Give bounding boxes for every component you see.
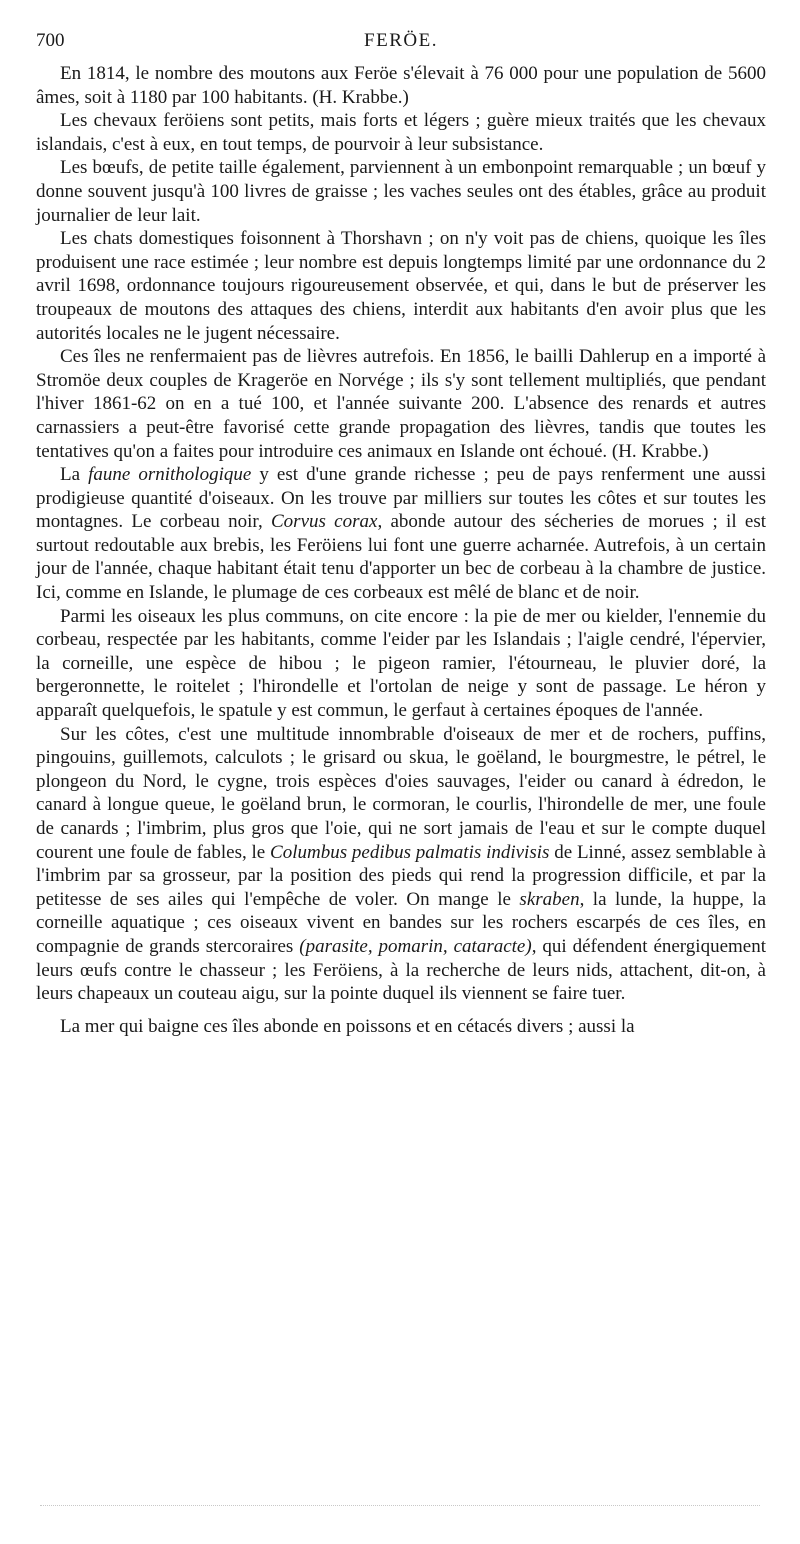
italic-text: Columbus pedibus palmatis indivisis: [270, 841, 550, 863]
text-run: , la lunde, la huppe, la corneille aquatique ; ces oiseaux vivent en bandes sur les rochers escarpés de ces îles, en compagnie de grands stercoraires: [36, 888, 767, 957]
text-run: , qui défendent énergiquement leurs œufs contre le chasseur ; les Feröiens, à la recherche de leurs nids, attachent, dit-on, à leurs chapeaux un couteau aigu, sur la pointe duquel ils viennent se faire tuer.: [36, 935, 766, 1005]
text-run: Les chats domestiques foisonnent à Thorshavn ; on n'y voit pas de chiens, quoique les îles produisent une race estimée ; leur nombre est depuis longtemps limité par une ordonnance du 2 avril 1698, ordonnance toujours rigoureusement observée, et qui, dans le but de préserver les troupeaux de moutons des attaques des chiens, interdit aux habitants d'en avoir plus que les autorités locales ne le jugent nécessaire.: [36, 228, 766, 344]
paragraph: [36, 227, 766, 345]
italic-text: skraben: [519, 888, 580, 910]
running-title: FERÖE.: [364, 30, 438, 51]
paragraph: [36, 723, 766, 1006]
paragraph: [36, 345, 766, 463]
text-run: Parmi les oiseaux les plus communs, on cite encore : la pie de mer ou kielder, l'ennemie du corbeau, respectée par les habitants, comme l'eider par les Islandais ; l'aigle cendré, l'épervier, la corneille, une espèce de hibou ; le pigeon ramier, l'étourneau, le pluvier doré, la bergeronnette, le roitelet ; l'hirondelle et l'ortolan de neige y sont de passage. Le héron y apparaît quelquefois, le spatule y est commun, le gerfaut à certaines époques de l'année.: [36, 605, 766, 722]
text-run: Sur les côtes, c'est une multitude innombrable d'oiseaux de mer et de rochers, puffins, pingouins, guillemots, calculots ; le grisard ou skua, le goëland, le bourgmestre, le pétrel, le plongeon du Nord, le cygne, trois espèces d'oies sauvages, l'eider ou canard à édredon, le canard à longue queue, le goëland brun, le cormoran, le courlis, l'hirondelle de mer, une foule de canards ; l'imbrim, plus gros que l'oie, qui ne sort jamais de l'eau et sur le compte duquel courent une foule de fables, le: [36, 723, 766, 863]
text-run: Les bœufs, de petite taille également, parviennent à un embonpoint remarquable ; un bœuf y donne souvent jusqu'à 100 livres de graisse ; les vaches seules ont des étables, grâce au produit journalier de leur lait.: [36, 157, 766, 226]
body-text: [36, 62, 766, 1038]
paragraph: [36, 1015, 766, 1039]
text-run: y est d'une grande richesse ; peu de pays renferment une aussi prodigieuse quantité d'oiseaux. On les trouve par milliers sur toutes les côtes et sur toutes les montagnes. Le corbeau noir,: [36, 464, 767, 533]
italic-text: Corvus corax: [271, 511, 378, 533]
scan-artifact-line: [40, 1505, 760, 1508]
page-header: [36, 30, 766, 62]
book-page: [36, 30, 766, 1038]
text-run: Ces îles ne renfermaient pas de lièvres autrefois. En 1856, le bailli Dahlerup en a importé à Stromöe deux couples de Krageröe en Norvége ; ils s'y sont tellement multipliés, que pendant l'hiver 1861-62 on en a tué 100, et l'année suivante 200. L'absence des renards et autres carnassiers a peut-être favorisé cette grande propagation des lièvres, tandis que toutes les tentatives qu'on a faites pour introduire ces animaux en Islande ont échoué. (H. Krabbe.): [36, 346, 766, 462]
page-number: 700: [36, 30, 65, 51]
text-run: En 1814, le nombre des moutons aux Feröe s'élevait à 76 000 pour une population de 5600 âmes, soit à 1180 par 100 habitants. (H. Krabbe.): [36, 63, 766, 108]
paragraph: [36, 62, 766, 109]
paragraph: [36, 156, 766, 227]
italic-text: faune ornithologique: [88, 464, 252, 486]
italic-text: (parasite, pomarin, cataracte): [299, 935, 532, 957]
text-run: La: [60, 464, 89, 486]
text-run: Les chevaux feröiens sont petits, mais forts et légers ; guère mieux traités que les chevaux islandais, c'est à eux, en tout temps, de pourvoir à leur subsistance.: [36, 110, 766, 155]
text-run: La mer qui baigne ces îles abonde en poissons et en cétacés divers ; aussi la: [60, 1015, 635, 1037]
paragraph: [36, 109, 766, 156]
paragraph: [36, 605, 766, 723]
text-run: de Linné, assez semblable à l'imbrim par sa grosseur, par la position des pieds qui rend la progression difficile, et par la petitesse de ses ailes qui l'empêche de voler. On mange le: [36, 841, 766, 910]
text-run: , abonde autour des sécheries de morues ; il est surtout redoutable aux brebis, les Feröiens lui font une guerre acharnée. Autrefois, à un certain jour de l'année, chaque habitant était tenu d'apporter un bec de corbeau à la chambre de justice. Ici, comme en Islande, le plumage de ces corbeaux est mêlé de blanc et de noir.: [36, 511, 766, 604]
paragraph: [36, 463, 766, 605]
